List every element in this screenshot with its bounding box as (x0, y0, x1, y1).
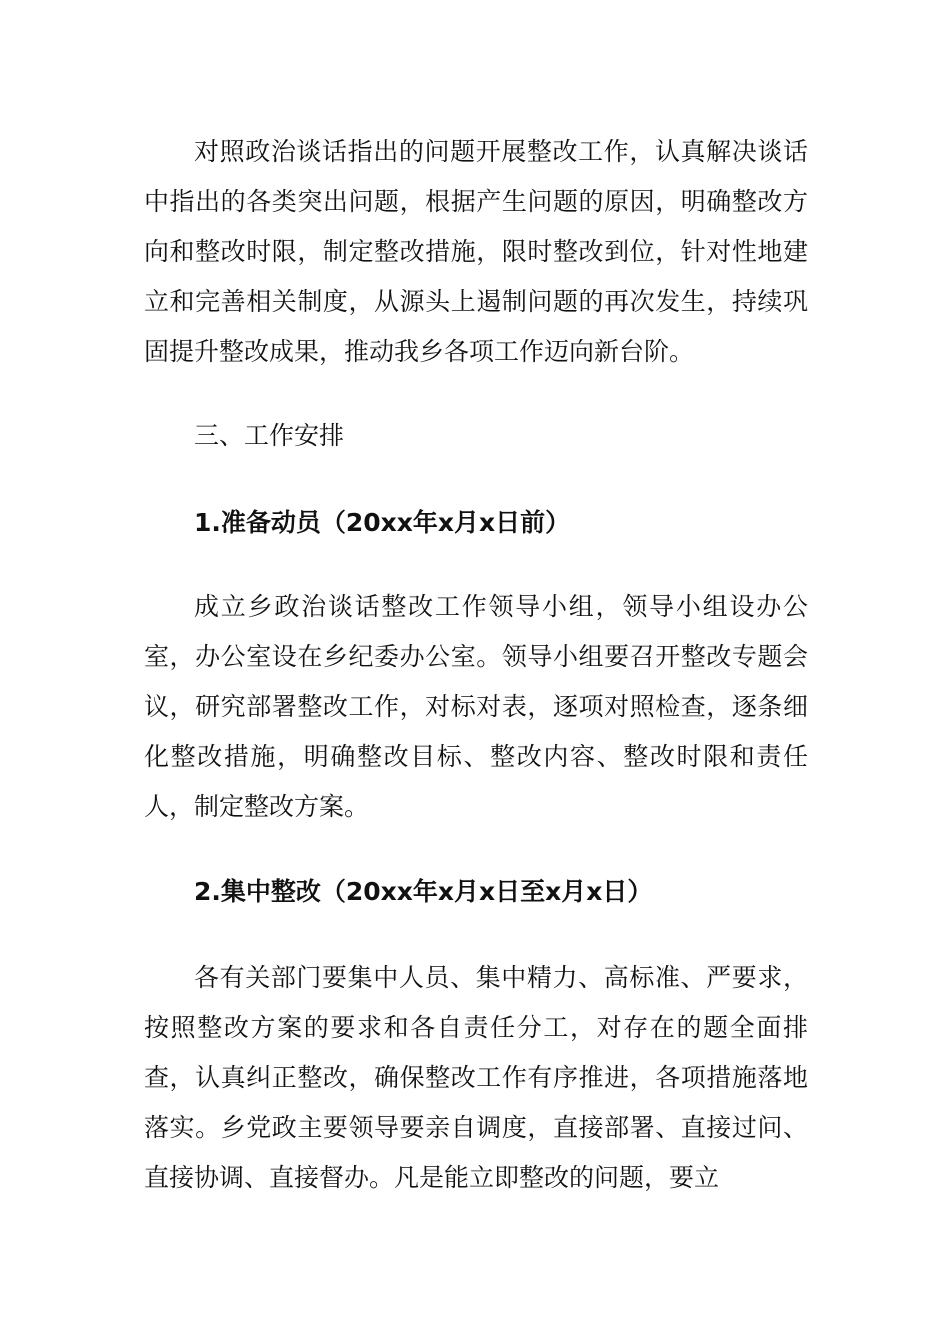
paragraph-department-duties: 各有关部门要集中人员、集中精力、高标准、严要求，按照整改方案的要求和各自责任分工，对存在的题全面排查，认真纠正整改，确保整改工作有序推进，各项措施落地落实。乡党政主要领导要亲自调度，直接部署、直接过问、直接协调、直接督办。凡是能立即整改的问题，要立 (144, 963, 808, 1192)
paragraph-leading-group: 成立乡政治谈话整改工作领导小组，领导小组设办公室，办公室设在乡纪委办公室。领导小组要召开整改专题会议，研究部署整改工作，对标对表，逐项对照检查，逐条细化整改措施，明确整改目标、整改内容、整改时限和责任人，制定整改方案。 (144, 592, 808, 821)
subheading-preparation-mobilization: 1.准备动员（20xx年x月x日前） (194, 508, 571, 537)
section-heading-work-arrangement: 三、工作安排 (194, 421, 345, 450)
subheading-concentrated-rectification: 2.集中整改（20xx年x月x日至x月x日） (194, 877, 653, 906)
paragraph-rectification-goals: 对照政治谈话指出的问题开展整改工作，认真解决谈话中指出的各类突出问题，根据产生问题的原因，明确整改方向和整改时限，制定整改措施，限时整改到位，针对性地建立和完善相关制度，从源头上遏制问题的再次发生，持续巩固提升整改成果，推动我乡各项工作迈向新台阶。 (144, 137, 808, 366)
